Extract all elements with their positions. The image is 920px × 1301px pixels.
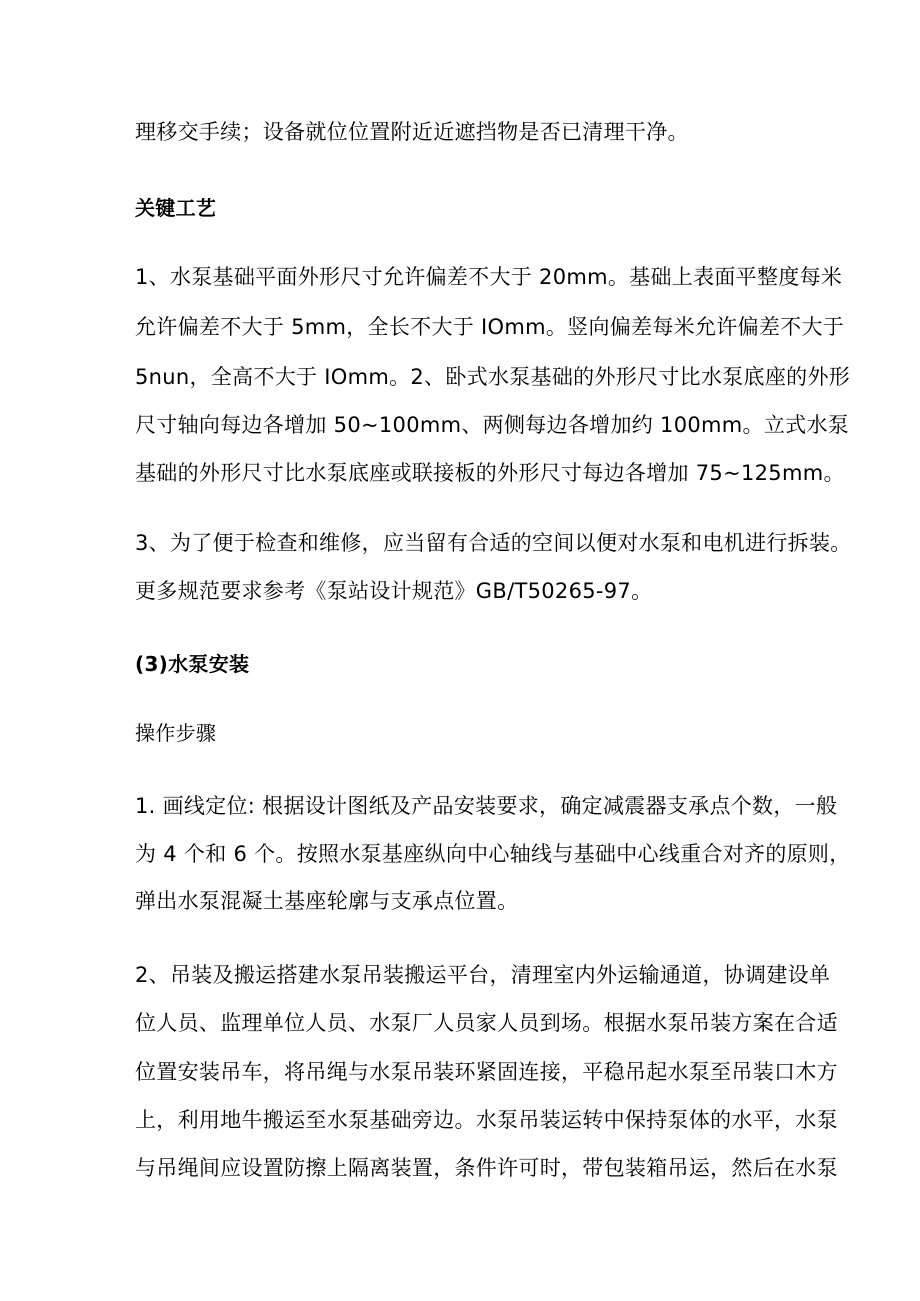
heading-pump-install: (3)水泵安装 — [135, 652, 250, 676]
text-line: 基础的外形尺寸比水泵底座或联接板的外形尺寸每边各增加 75~125mm。 — [135, 461, 845, 485]
paragraph-intro-tail: 理移交手续；设备就位位置附近近遮挡物是否已清理干净。 — [135, 120, 689, 144]
text-line: 5nun，全高不大于 IOmm。2、卧式水泵基础的外形尺寸比水泵底座的外形 — [135, 365, 851, 389]
text-line: 允许偏差不大于 5mm，全长不大于 IOmm。竖向偏差每米允许偏差不大于 — [135, 315, 845, 339]
text-line: 更多规范要求参考《泵站设计规范》GB/T50265-97。 — [135, 579, 653, 603]
text-line: 弹出水泵混凝土基座轮廓与支承点位置。 — [135, 889, 519, 913]
text-line: 位人员、监理单位人员、水泵厂人员家人员到场。根据水泵吊装方案在合适 — [135, 1011, 838, 1035]
text-line: 与吊绳间应设置防擦上隔离装置，条件许可时，带包装箱吊运，然后在水泵 — [135, 1156, 838, 1180]
heading-key-process: 关键工艺 — [135, 196, 217, 220]
text-line: 尺寸轴向每边各增加 50~100mm、两侧每边各增加约 100mm。立式水泵 — [135, 413, 850, 437]
text-line: 位置安装吊车，将吊绳与水泵吊装环紧固连接，平稳吊起水泵至吊装口木方 — [135, 1060, 838, 1084]
text-line: 1. 画线定位: 根据设计图纸及产品安装要求，确定减震器支承点个数，一般 — [135, 794, 838, 818]
text-line: 上，利用地牛搬运至水泵基础旁边。水泵吊装运转中保持泵体的水平，水泵 — [135, 1108, 838, 1132]
text-line: 2、吊装及搬运搭建水泵吊装搬运平台，清理室内外运输通道，协调建设单 — [135, 963, 831, 987]
text-line: 1、水泵基础平面外形尺寸允许偏差不大于 20mm。基础上表面平整度每米 — [135, 265, 843, 289]
subheading-operation-steps: 操作步骤 — [135, 721, 217, 745]
text-line: 3、为了便于检查和维修，应当留有合适的空间以便对水泵和电机进行拆装。 — [135, 531, 852, 555]
text-line: 为 4 个和 6 个。按照水泵基座纵向中心轴线与基础中心线重合对齐的原则， — [135, 842, 851, 866]
